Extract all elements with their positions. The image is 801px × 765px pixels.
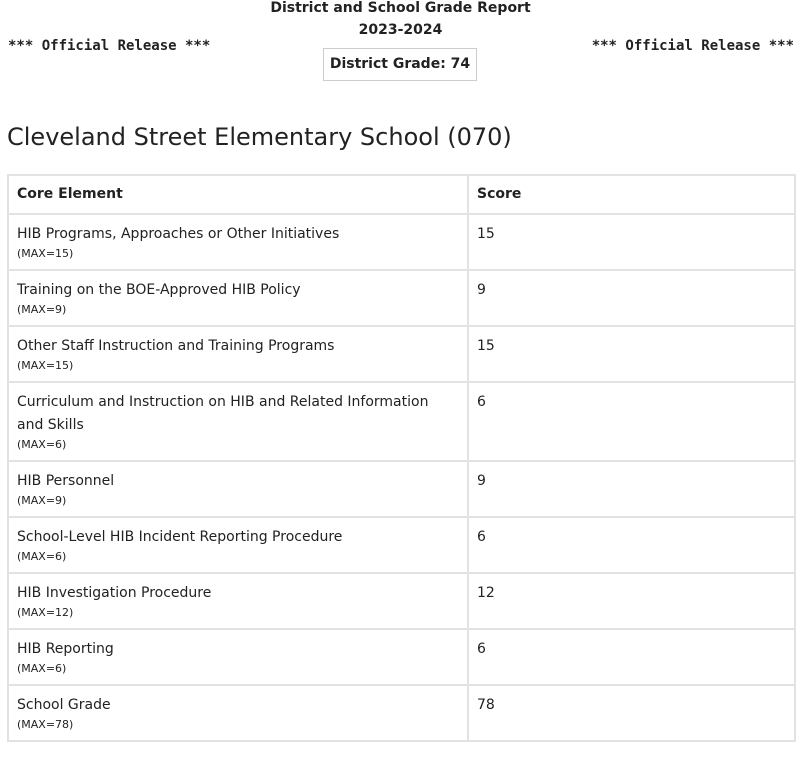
- max-score-label: (MAX=6): [17, 662, 67, 675]
- core-element-cell: [8, 326, 468, 382]
- core-element-cell: [8, 382, 468, 461]
- school-title: Cleveland Street Elementary School (070): [7, 123, 512, 151]
- table-row: [8, 573, 795, 629]
- score-cell: 78: [468, 685, 795, 741]
- core-element-label: Training on the BOE-Approved HIB Policy: [17, 282, 301, 298]
- core-element-label: School-Level HIB Incident Reporting Procedure: [17, 529, 343, 545]
- score-cell: 9: [468, 270, 795, 326]
- report-title: District and School Grade Report: [270, 0, 531, 16]
- score-cell: 15: [468, 326, 795, 382]
- core-element-cell: [8, 629, 468, 685]
- core-element-cell: [8, 517, 468, 573]
- report-header: [0, 0, 801, 92]
- core-element-label: Other Staff Instruction and Training Programs: [17, 338, 335, 354]
- max-score-label: (MAX=6): [17, 438, 67, 451]
- table-row: [8, 382, 795, 461]
- table-row: [8, 326, 795, 382]
- table-row-school-grade: [8, 685, 795, 741]
- max-score-label: (MAX=15): [17, 247, 74, 260]
- core-element-cell: [8, 214, 468, 270]
- table-row: [8, 517, 795, 573]
- score-cell: 6: [468, 382, 795, 461]
- score-cell: 6: [468, 517, 795, 573]
- table-row: [8, 214, 795, 270]
- max-score-label: (MAX=12): [17, 606, 74, 619]
- core-element-label: School Grade: [17, 697, 111, 713]
- report-title-block: [0, 0, 801, 41]
- table-row: [8, 629, 795, 685]
- report-year: 2023-2024: [358, 22, 443, 38]
- table-row: [8, 270, 795, 326]
- score-cell: 12: [468, 573, 795, 629]
- official-release-right: *** Official Release ***: [591, 38, 794, 54]
- max-score-label: (MAX=6): [17, 550, 67, 563]
- core-element-label: Curriculum and Instruction on HIB and Related Information and Skills: [17, 394, 429, 433]
- core-element-label: HIB Personnel: [17, 473, 115, 489]
- district-grade-box: District Grade: 74: [323, 48, 477, 81]
- core-element-label: HIB Programs, Approaches or Other Initiatives: [17, 226, 340, 242]
- column-header-core-element: Core Element: [8, 175, 468, 214]
- table-row: [8, 461, 795, 517]
- table-header-row: [8, 175, 795, 214]
- max-score-label: (MAX=9): [17, 303, 67, 316]
- core-element-label: HIB Reporting: [17, 641, 114, 657]
- core-element-cell: [8, 270, 468, 326]
- column-header-score: Score: [468, 175, 795, 214]
- official-release-left: *** Official Release ***: [8, 38, 211, 54]
- core-element-label: HIB Investigation Procedure: [17, 585, 212, 601]
- core-element-cell: [8, 461, 468, 517]
- max-score-label: (MAX=15): [17, 359, 74, 372]
- core-element-table: [7, 174, 796, 742]
- score-cell: 9: [468, 461, 795, 517]
- core-element-cell: [8, 573, 468, 629]
- core-element-cell: [8, 685, 468, 741]
- score-cell: 15: [468, 214, 795, 270]
- max-score-label: (MAX=78): [17, 718, 74, 731]
- score-cell: 6: [468, 629, 795, 685]
- max-score-label: (MAX=9): [17, 494, 67, 507]
